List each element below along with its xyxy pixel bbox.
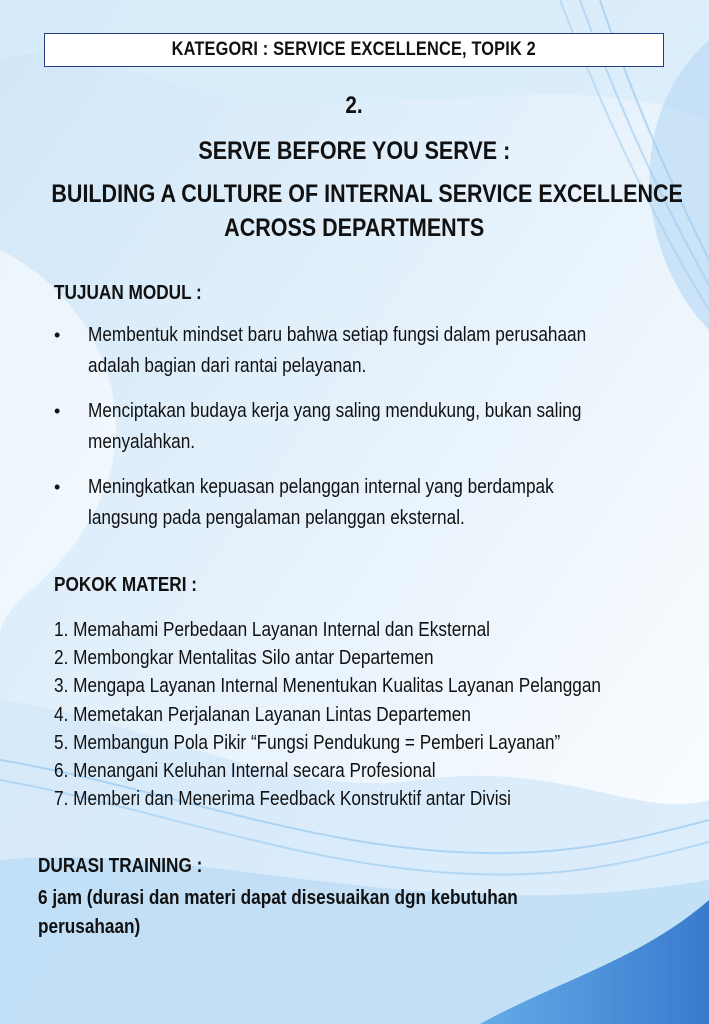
list-item: • Menciptakan budaya kerja yang saling mendukung, bukan saling menyalahkan. — [50, 396, 670, 458]
list-item: • Meningkatkan kepuasan pelanggan internal yang berdampak langsung pada pengalaman pelanggan eksternal. — [50, 472, 670, 534]
pokok-heading: POKOK MATERI : — [54, 574, 198, 596]
durasi-description: 6 jam (durasi dan materi dapat disesuaikan dgn kebutuhan perusahaan) — [38, 887, 518, 938]
durasi-heading: DURASI TRAINING : — [38, 855, 203, 877]
bullet-icon: • — [54, 325, 61, 345]
module-subtitle: SERVE BEFORE YOU SERVE : — [198, 137, 511, 165]
category-header — [44, 33, 664, 67]
pokok-list — [54, 616, 694, 813]
tujuan-list — [50, 320, 670, 548]
bullet-icon: • — [54, 477, 61, 497]
list-item: 7. Memberi dan Menerima Feedback Konstruktif antar Divisi — [54, 788, 511, 811]
list-item: 5. Membangun Pola Pikir “Fungsi Pendukung = Pemberi Layanan” — [54, 731, 561, 754]
list-item: • Membentuk mindset baru bahwa setiap fungsi dalam perusahaan adalah bagian dari rantai pelayanan. — [50, 320, 670, 382]
bullet-icon: • — [54, 401, 61, 421]
list-item: 1. Memahami Perbedaan Layanan Internal dan Eksternal — [54, 619, 491, 641]
list-item: 2. Membongkar Mentalitas Silo antar Departemen — [54, 647, 434, 670]
list-item: 6. Menangani Keluhan Internal secara Profesional — [54, 759, 436, 782]
module-title-line1: BUILDING A CULTURE OF INTERNAL SERVICE EXCELLENCE — [51, 180, 683, 208]
list-item: 3. Mengapa Layanan Internal Menentukan Kualitas Layanan Pelanggan — [54, 675, 602, 698]
category-text: KATEGORI : SERVICE EXCELLENCE, TOPIK 2 — [171, 39, 537, 60]
module-title-line2: ACROSS DEPARTMENTS — [224, 214, 485, 242]
tujuan-heading: TUJUAN MODUL : — [54, 282, 202, 304]
list-item: 4. Memetakan Perjalanan Layanan Lintas Departemen — [54, 703, 471, 726]
module-number: 2. — [345, 92, 364, 119]
